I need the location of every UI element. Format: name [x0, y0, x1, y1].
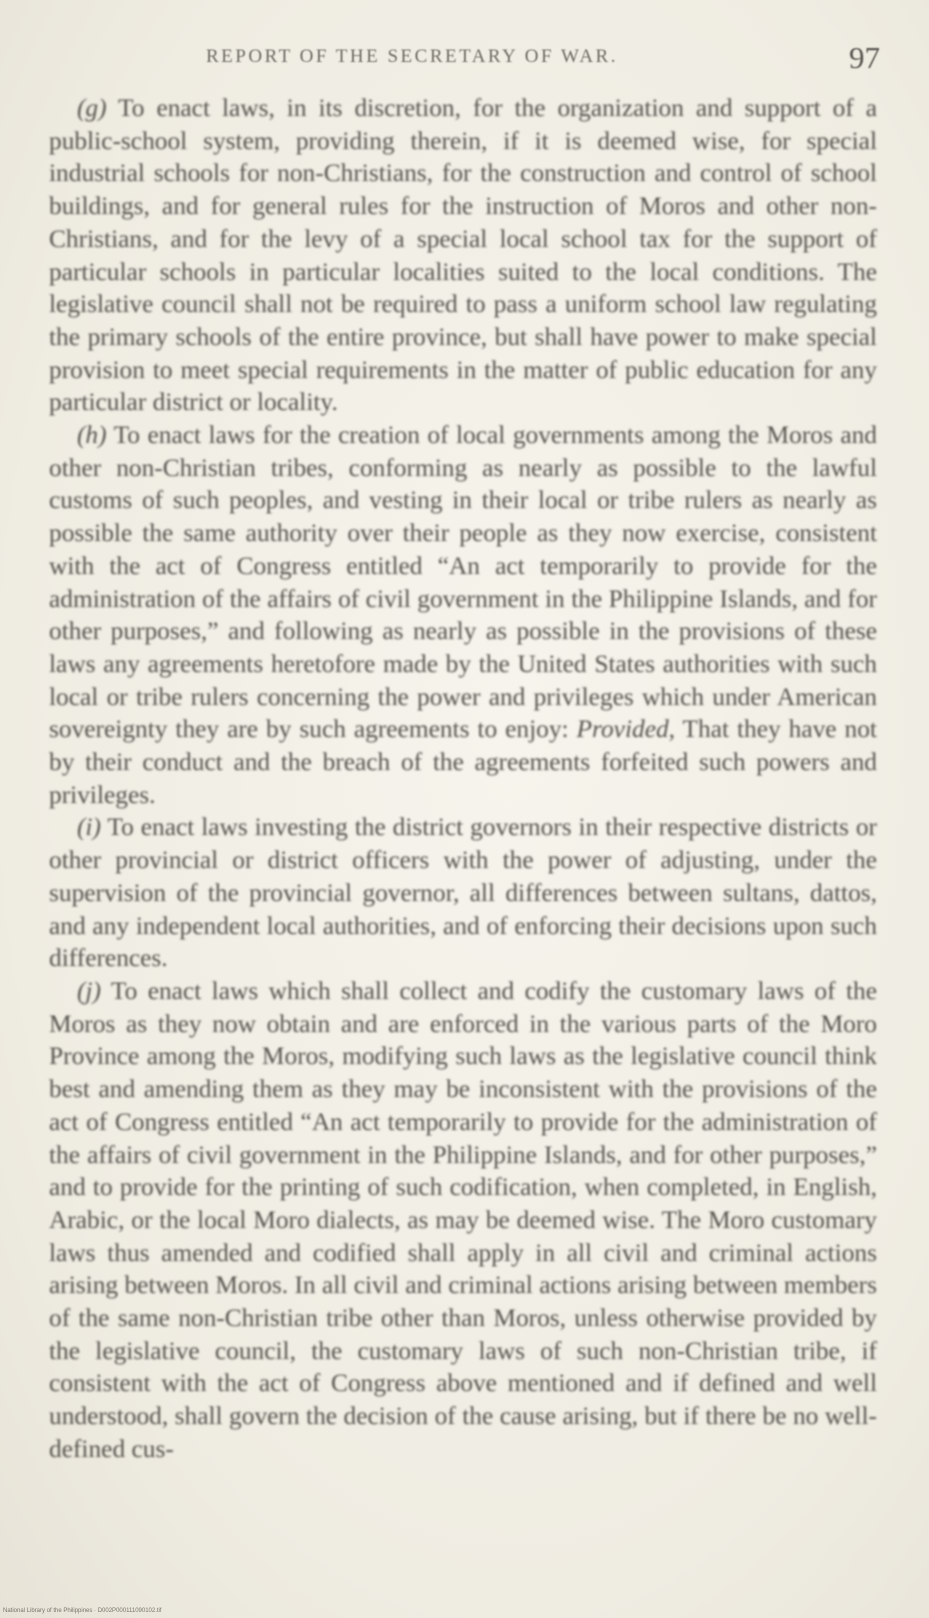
page-number: 97 — [849, 40, 880, 75]
paragraph-marker: (h) — [76, 421, 107, 450]
paragraph-marker: (g) — [76, 94, 107, 122]
paragraph-marker: (j) — [76, 976, 101, 1005]
paragraph-i — [49, 811, 877, 975]
paragraph-text: To enact laws investing the district governors in their respective districts or other provincial or district officers with the power of adjusting, under the supervision of the provincial governor, all differences between sultans, dattos, and any independent local authorities, and of enforcing their decisions upon such differences. — [49, 813, 877, 973]
page-header — [150, 42, 880, 82]
paragraph-text: To enact laws for the creation of local governments among the Moros and other non-Christian tribes, conforming as nearly as possible to the lawful customs of such peoples, and vesting in their local or tribe rulers as nearly as possible the same authority over their people as they now exercise, consistent with the act of Congress entitled “An act temporarily to provide for the administration of the affairs of civil government in the Philippine Islands, and for other purposes,” and following as nearly as possible in the provisions of these laws any agreements heretofore made by the United States authorities with such local or tribe rulers concerning the power and privileges which under American sovereignty they are by such agreements to enjoy: — [49, 421, 877, 744]
paragraph-text: To enact laws, in its discretion, for the organization and support of a public-school system, providing therein, if it is deemed wise, for special industrial schools for non-Christians, for the construction and control of school buildings, and for general rules for the instruction of Moros and other non-Christians, and for the levy of a special local school tax for the support of particular schools in particular localities suited to the local conditions. The legislative council shall not be required to pass a uniform school law regulating the primary schools of the entire province, but shall have power to make special provision to meet special requirements in the matter of public education for any particular district or locality. — [49, 94, 877, 417]
paragraph-h — [49, 419, 877, 811]
paragraph-text-continued: That they have not by their conduct and the breach of the agreements forfeited such powers and privileges. — [49, 715, 877, 809]
body-text — [49, 92, 877, 1466]
scan-credit: National Library of the Philippines · D002P000111090102.tif — [3, 1608, 162, 1614]
provided-emphasis: Provided, — [576, 715, 676, 744]
paragraph-j — [49, 975, 877, 1466]
paragraph-text: To enact laws which shall collect and codify the customary laws of the Moros as they now obtain and are enforced in the various parts of the Moro Province among the Moros, modifying such laws as the legislative council think best and amending them as they may be inconsistent with the provisions of the act of Congress entitled “An act temporarily to provide for the administration of the affairs of civil government in the Philippine Islands, and for other purposes,” and to provide for the printing of such codification, when completed, in English, Arabic, or the local Moro dialects, as may be deemed wise. The Moro customary laws thus amended and codified shall apply in all civil and criminal actions arising between Moros. In all civil and criminal actions arising between members of the same non-Christian tribe other than Moros, unless otherwise provided by the legislative council, the customary laws of such non-Christian tribe, if consistent with the act of Congress above mentioned and if defined and well understood, shall govern the decision of the cause arising, but if there be no well-defined cus- — [49, 976, 877, 1463]
paragraph-marker: (i) — [76, 813, 101, 842]
paragraph-g — [49, 92, 877, 419]
running-head: REPORT OF THE SECRETARY OF WAR. — [206, 46, 618, 67]
